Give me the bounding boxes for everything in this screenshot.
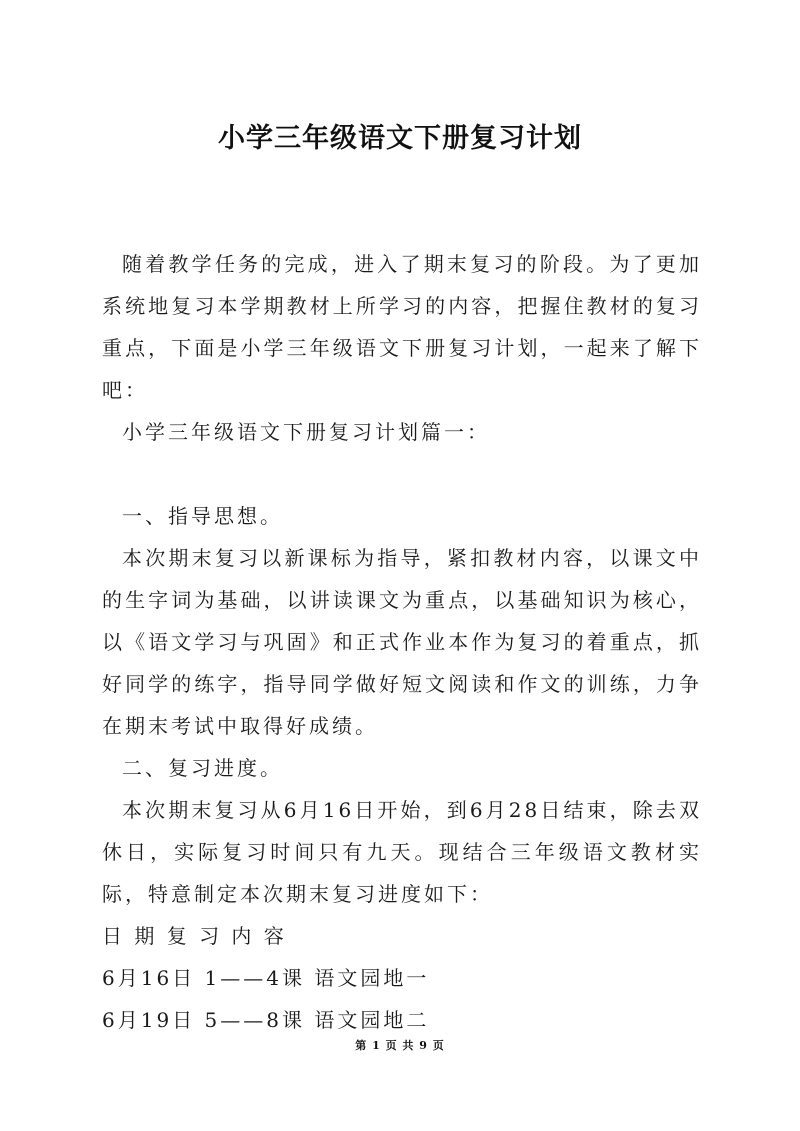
schedule-header: 日 期 复 习 内 容 [102,924,287,948]
schedule-row: 6月19日 5——8课 语文园地二 [102,1008,430,1032]
section1-paragraph: 本次期末复习以新课标为指导，紧扣教材内容，以课文中的生字词为基础，以讲读课文为重点，以基础知识为核心，以《语文学习与巩固》和正式作业本作为复习的着重点，抓好同学的练字，指导同学做好短文阅读和作文的训练，力争在期末考试中取得好成绩。 [102,546,702,738]
blank-line [102,453,702,495]
intro-paragraph: 随着教学任务的完成，进入了期末复习的阶段。为了更加系统地复习本学期教材上所学习的内容，把握住教材的复习重点，下面是小学三年级语文下册复习计划，一起来了解下吧： [102,252,702,402]
page-footer: 第 1 页 共 9 页 [355,1039,445,1052]
section1-heading: 一、指导思想。 [122,504,283,528]
document-title: 小学三年级语文下册复习计划 [218,123,582,154]
part-heading: 小学三年级语文下册复习计划篇一： [122,420,490,444]
document-body [102,243,702,1041]
schedule-row: 6月16日 1——4课 语文园地一 [102,966,430,990]
section2-paragraph: 本次期末复习从6月16日开始，到6月28日结束，除去双休日，实际复习时间只有九天。现结合三年级语文教材实际，特意制定本次期末复习进度如下： [102,798,702,906]
section2-heading: 二、复习进度。 [122,756,283,780]
